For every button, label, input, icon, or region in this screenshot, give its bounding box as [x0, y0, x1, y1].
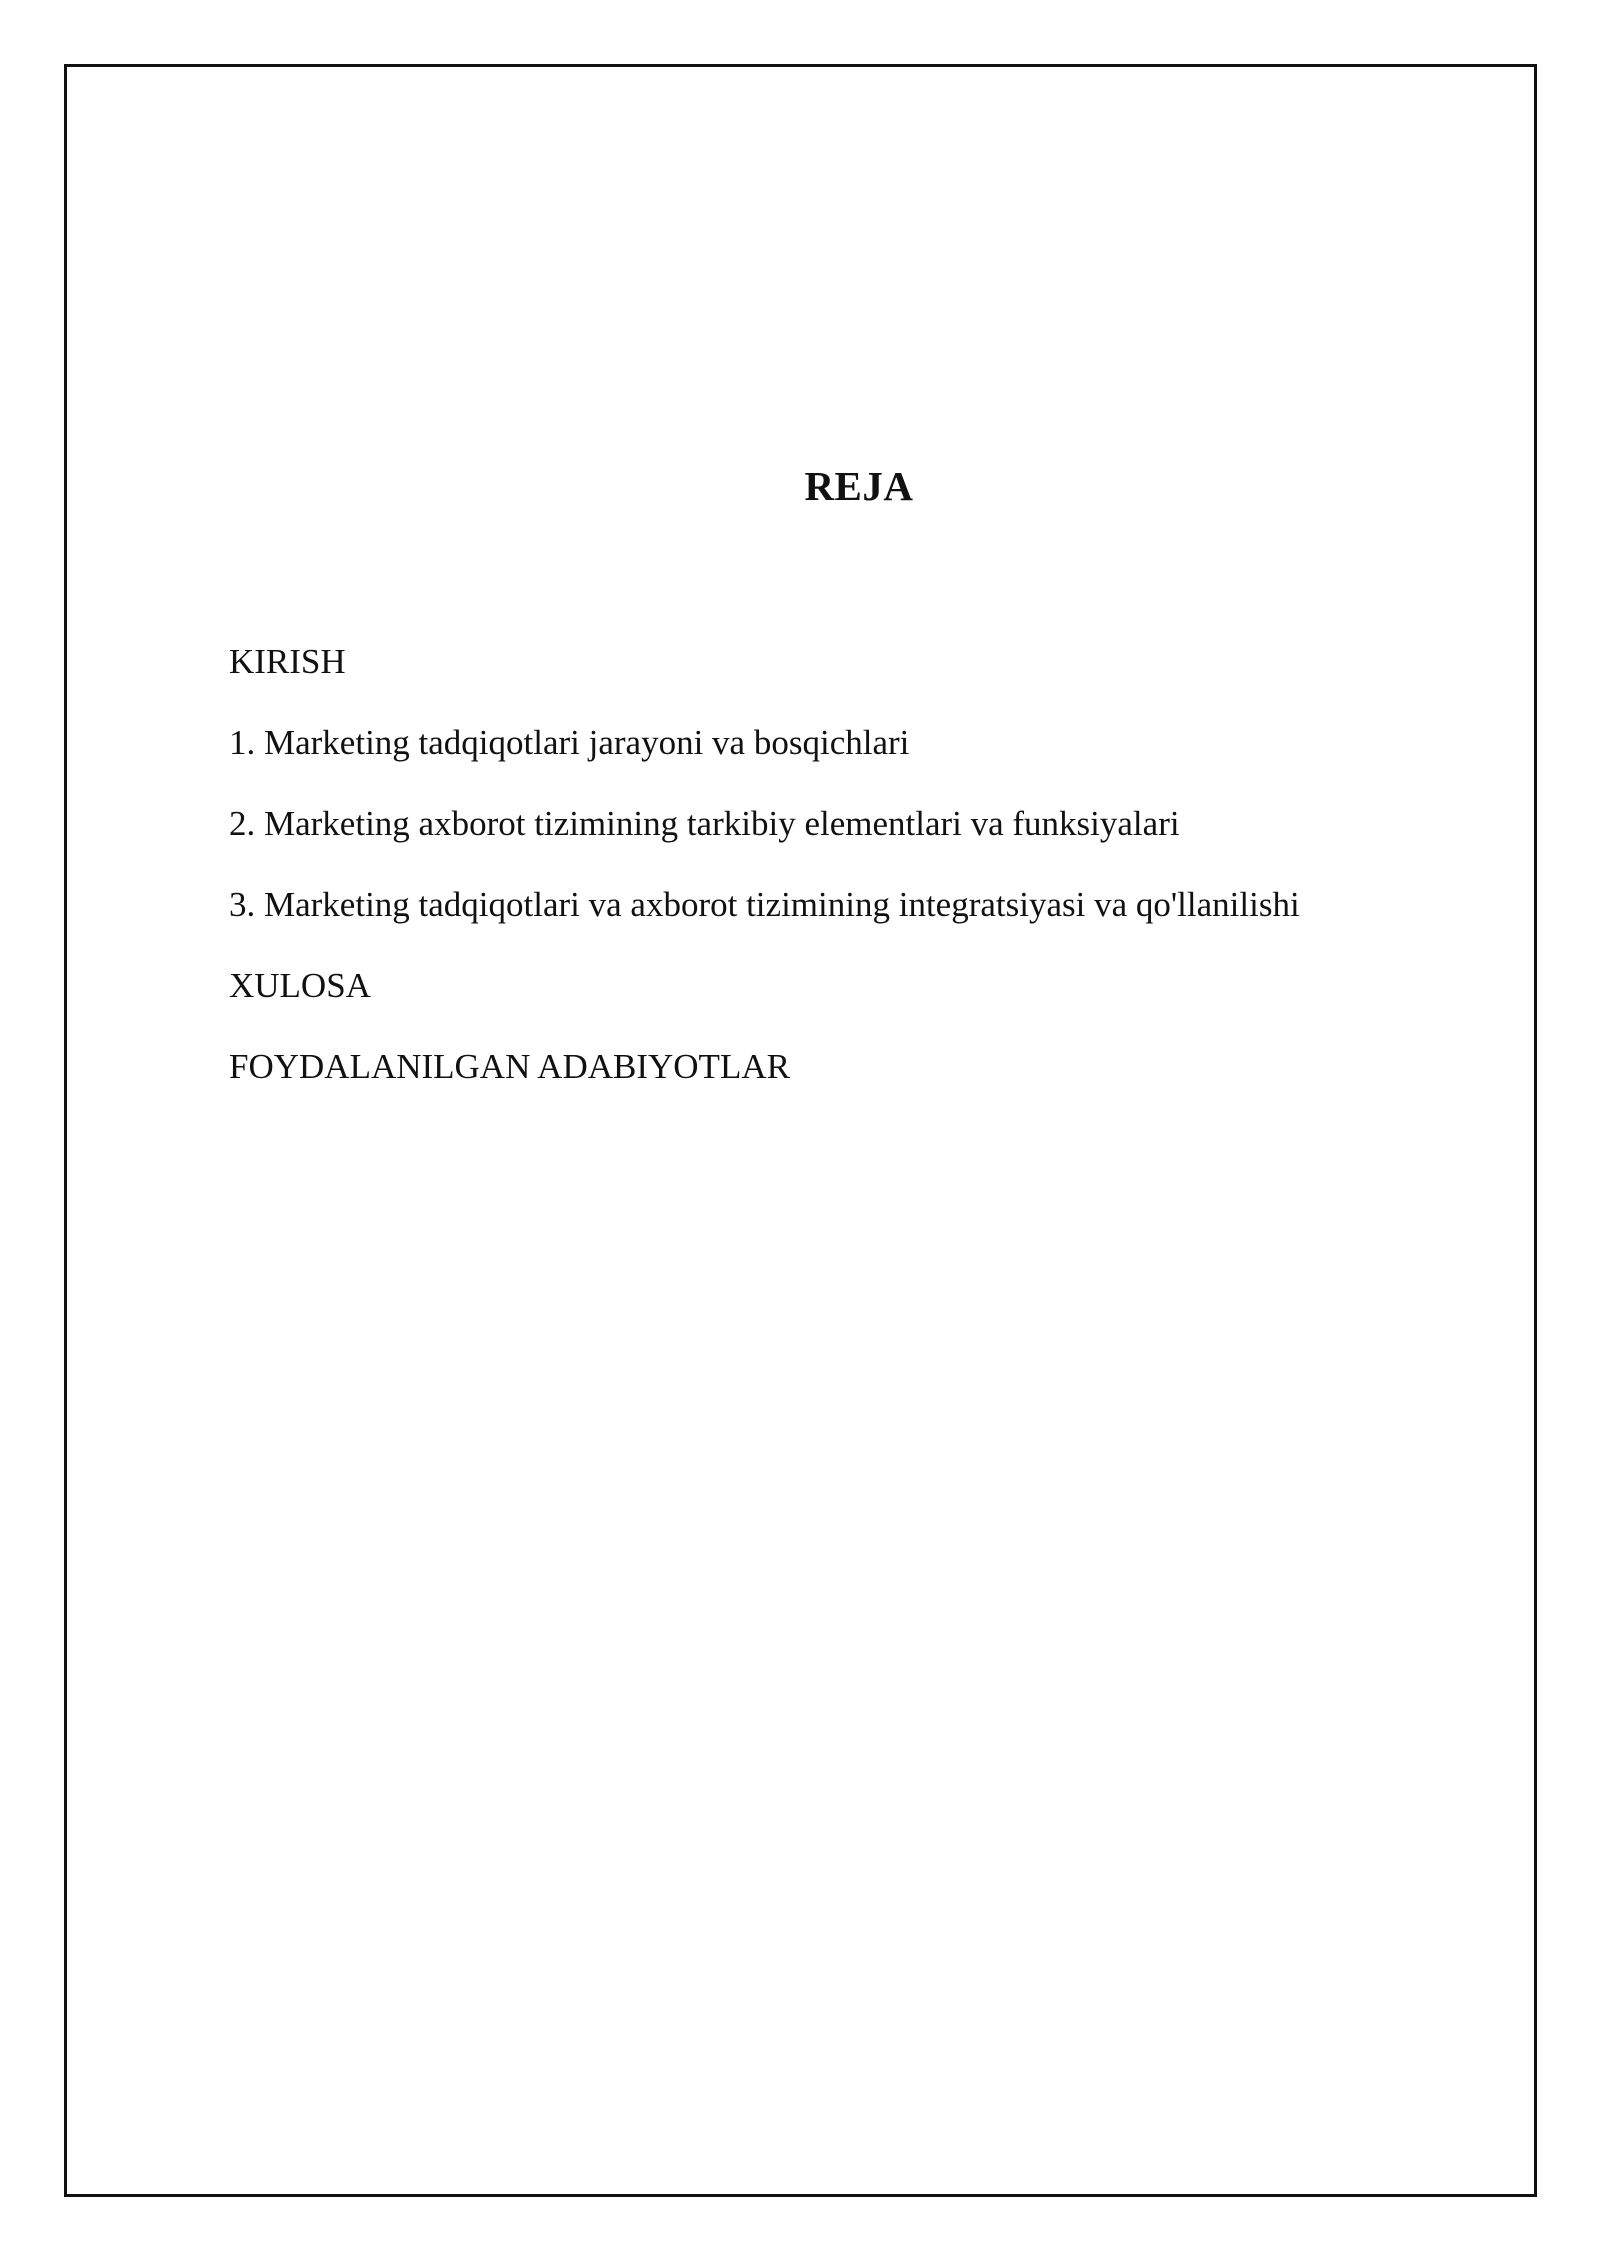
plan-item-section-2: 2. Marketing axborot tizimining tarkibiy elementlari va funksiyalari — [229, 804, 1180, 843]
plan-item-section-1: 1. Marketing tadqiqotlari jarayoni va bosqichlari — [229, 723, 910, 762]
plan-item-references: FOYDALANILGAN ADABIYOTLAR — [229, 1047, 790, 1086]
page-title: REJA — [804, 463, 914, 509]
plan-list — [229, 638, 1300, 1124]
plan-item-section-3: 3. Marketing tadqiqotlari va axborot tizimining integratsiyasi va qo'llanilishi — [229, 885, 1300, 924]
plan-item-introduction: KIRISH — [229, 642, 346, 681]
plan-item-conclusion: XULOSA — [229, 966, 371, 1005]
page-border — [64, 64, 1537, 2197]
